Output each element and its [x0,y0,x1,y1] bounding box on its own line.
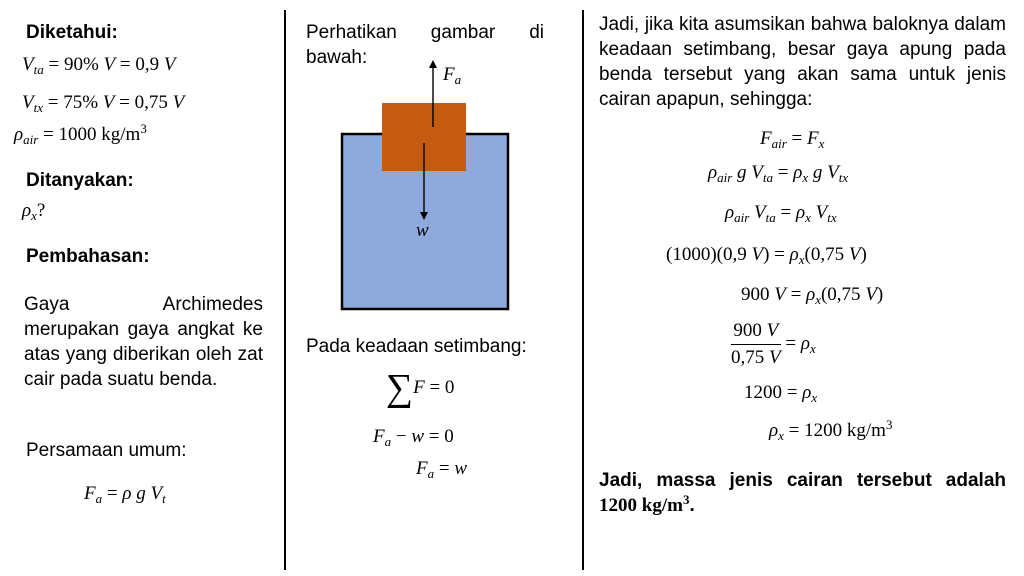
general-eq-label: Persamaan umum: [26,440,187,461]
step-8: $\rho_x = 1200$ $kg/m^3$ [769,417,893,443]
asked-rho-x: $\rho_x$? [22,200,46,223]
given-v-tx: $V_{tx} = 75\%$ V = 0,75 V [22,92,185,115]
step-7: $1200 = \rho_x$ [744,382,818,405]
step-6: $\frac{900 V}{0,75 V}$ = $\rho_x$ [731,320,816,368]
fraction: $\frac{900 V}{0,75 V}$ [731,320,781,368]
force-up-label: $F_a$ [443,64,462,87]
step-1: $F_{air} = F_x$ [760,128,825,151]
final-conclusion: Jadi, massa jenis cairan tersebut adalah 1200 $kg/m^3$. [599,470,1006,516]
column-divider-left [284,10,286,570]
sum-force-equation: ∑F = 0 [386,367,455,409]
step-2: $\rho_{air}$ g $V_{ta} = \rho_x$ g $V_{tx}$ [708,162,849,185]
step-3: $\rho_{air}$ $V_{ta} = \rho_x$ $V_{tx}$ [725,202,837,225]
conclusion-intro: Jadi, jika kita asumsikan bahwa baloknya dalam keadaan setimbang, besar gaya apung pada benda tersebut yang akan sama untuk jenis cairan apapun, sehingga: [599,14,1006,110]
general-equation: $F_a = \rho$ g $V_t$ [84,483,166,506]
given-heading: Diketahui: [26,22,118,43]
discussion-text: Gaya Archimedes merupakan gaya angkat ke atas yang diberikan oleh zat cair pada suatu benda. [24,294,263,390]
step-4: (1000)(0,9 $V) = \rho_x(0,75$ V) [666,244,867,267]
buoyancy-diagram [330,55,520,320]
force-down-label: w [416,220,429,241]
force-equal-equation: $F_a = w$ [416,458,468,481]
given-v-ta: $V_{ta} = 90\%$ V = 0,9 V [22,54,176,77]
force-balance-equation: $F_a - w = 0$ [373,426,454,449]
figure-intro: Perhatikan gambar di bawah: [306,22,544,68]
column-divider-right [582,10,584,570]
given-rho-air: $\rho_{air} = 1000$ $kg/m^3$ [14,121,147,147]
asked-heading: Ditanyakan: [26,170,134,191]
step-5: 900 $V = \rho_x(0,75$ V) [741,284,884,307]
equilibrium-label: Pada keadaan setimbang: [306,336,527,357]
discussion-heading: Pembahasan: [26,246,150,267]
